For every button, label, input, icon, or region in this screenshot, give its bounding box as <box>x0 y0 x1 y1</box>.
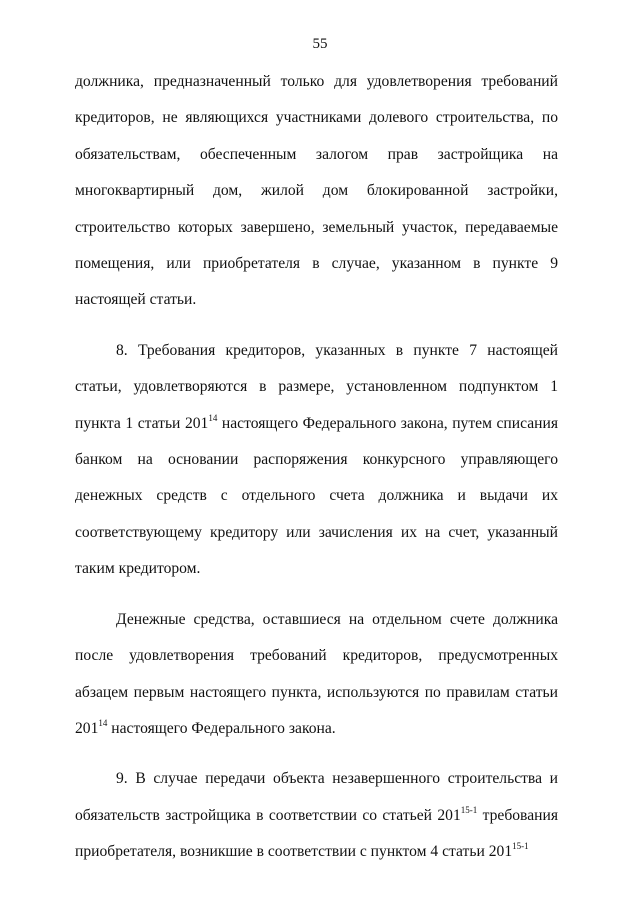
article-superscript: 14 <box>98 717 108 728</box>
article-superscript: 15-1 <box>460 804 478 815</box>
page-number: 55 <box>312 36 328 52</box>
paragraph-text: 9. В случае передачи объекта незавершенного строительства и обязательств застройщика в соответствии со статьей 201 <box>75 770 558 824</box>
article-superscript: 14 <box>208 412 218 423</box>
document-body <box>75 64 558 871</box>
paragraph-funds-remainder <box>75 602 558 748</box>
paragraph-text: настоящего Федерального закона. <box>107 719 336 737</box>
paragraph-item-9 <box>75 761 558 870</box>
paragraph-text: настоящего Федерального закона, путем списания банком на основании распоряжения конкурсного управляющего денежных средств с отдельного счета должника и выдачи их соответствующему кредитору или зачисления их на счет, указанный таким кредитором. <box>75 414 558 578</box>
article-superscript: 15-1 <box>512 841 529 852</box>
paragraph-item-8 <box>75 333 558 588</box>
paragraph-text: требования приобретателя, возникшие в соответствии с пунктом 4 статьи 201 <box>75 806 559 861</box>
paragraph-text: Денежные средства, оставшиеся на отдельном счете должника после удовлетворения требований кредиторов, предусмотренных абзацем первым настоящего пункта, используются по правилам статьи 201 <box>75 610 558 737</box>
paragraph-text: должника, предназначенный только для удовлетворения требований кредиторов, не являющихся участниками долевого строительства, по обязательствам, обеспеченным залогом прав застройщика на многоквартирный дом, жилой дом блокированной застройки, строительство которых завершено, земельный участок, передаваемые помещения, или приобретателя в случае, указанном в пункте 9 настоящей статьи. <box>75 73 558 309</box>
paragraph-continuation <box>75 64 558 319</box>
paragraph-text: 8. Требования кредиторов, указанных в пункте 7 настоящей статьи, удовлетворяются в размере, установленном подпунктом 1 пункта 1 статьи 201 <box>75 341 558 432</box>
